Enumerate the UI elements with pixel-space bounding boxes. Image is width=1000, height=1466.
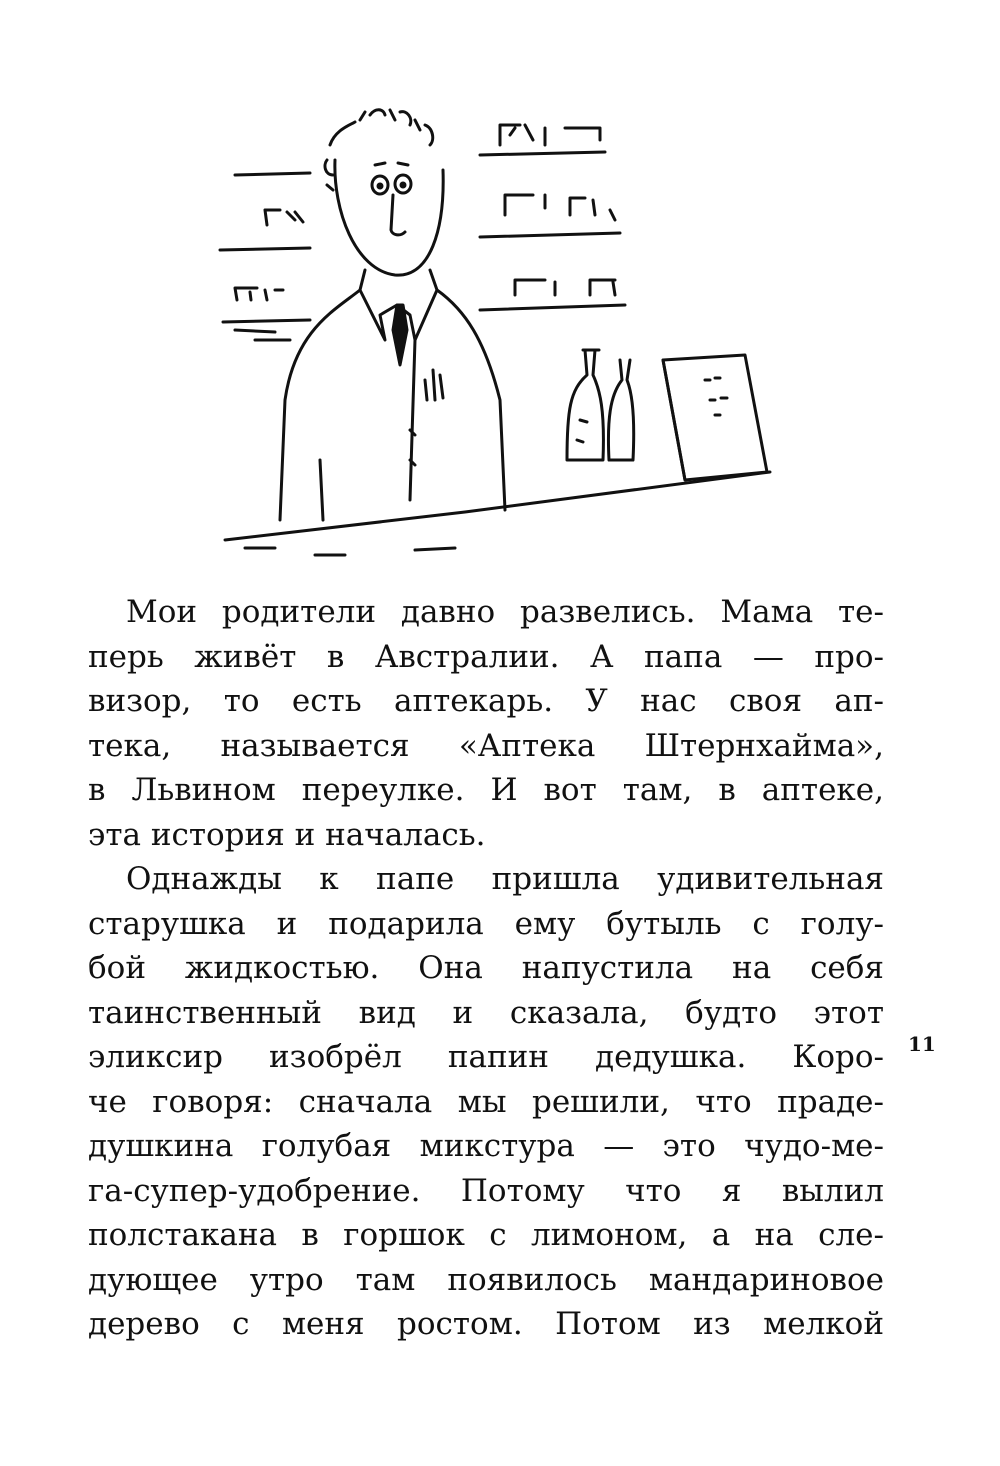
text-line: бой жидкостью. Она напустила на себя bbox=[88, 950, 884, 986]
text-line: таинственный вид и сказала, будто этот bbox=[88, 994, 884, 1031]
page-number: 11 bbox=[908, 1032, 936, 1056]
right-shelves bbox=[480, 125, 625, 310]
left-shelves bbox=[220, 173, 310, 340]
bottles bbox=[567, 350, 634, 460]
body-text bbox=[88, 590, 884, 1347]
text-line: дующее утро там появилось мандариновое bbox=[88, 1261, 884, 1298]
price-sign bbox=[663, 355, 767, 480]
text-line: эта история и началась. bbox=[88, 816, 486, 853]
pharmacist-head bbox=[325, 110, 443, 275]
text-line: дерево с меня ростом. Потом из мелкой bbox=[88, 1306, 884, 1342]
text-line: эликсир изобрёл папин дедушка. Коро- bbox=[88, 1039, 884, 1075]
text-line: в Львином переулке. И вот там, в аптеке, bbox=[88, 772, 884, 808]
pharmacist-illustration bbox=[215, 100, 785, 560]
counter bbox=[225, 472, 770, 555]
text-line: перь живёт в Австралии. А папа — про- bbox=[88, 638, 884, 675]
text-line: га-супер-удобрение. Потому что я вылил bbox=[88, 1172, 884, 1209]
text-line: Однажды к папе пришла удивительная bbox=[126, 861, 884, 897]
paragraph-2 bbox=[88, 857, 884, 1347]
text-line: Мои родители давно развелись. Мама те- bbox=[126, 594, 884, 630]
paragraph-1 bbox=[88, 590, 884, 857]
text-line: старушка и подарила ему бутыль с голу- bbox=[88, 905, 884, 942]
text-line: че говоря: сначала мы решили, что праде- bbox=[88, 1083, 884, 1120]
pharmacist-body bbox=[280, 270, 505, 520]
text-line: тека, называется «Аптека Штернхайма», bbox=[88, 727, 884, 764]
text-line: полстакана в горшок с лимоном, а на сле- bbox=[88, 1217, 884, 1253]
text-line: душкина голубая микстура — это чудо-ме- bbox=[88, 1128, 884, 1164]
text-line: визор, то есть аптекарь. У нас своя ап- bbox=[88, 683, 884, 719]
